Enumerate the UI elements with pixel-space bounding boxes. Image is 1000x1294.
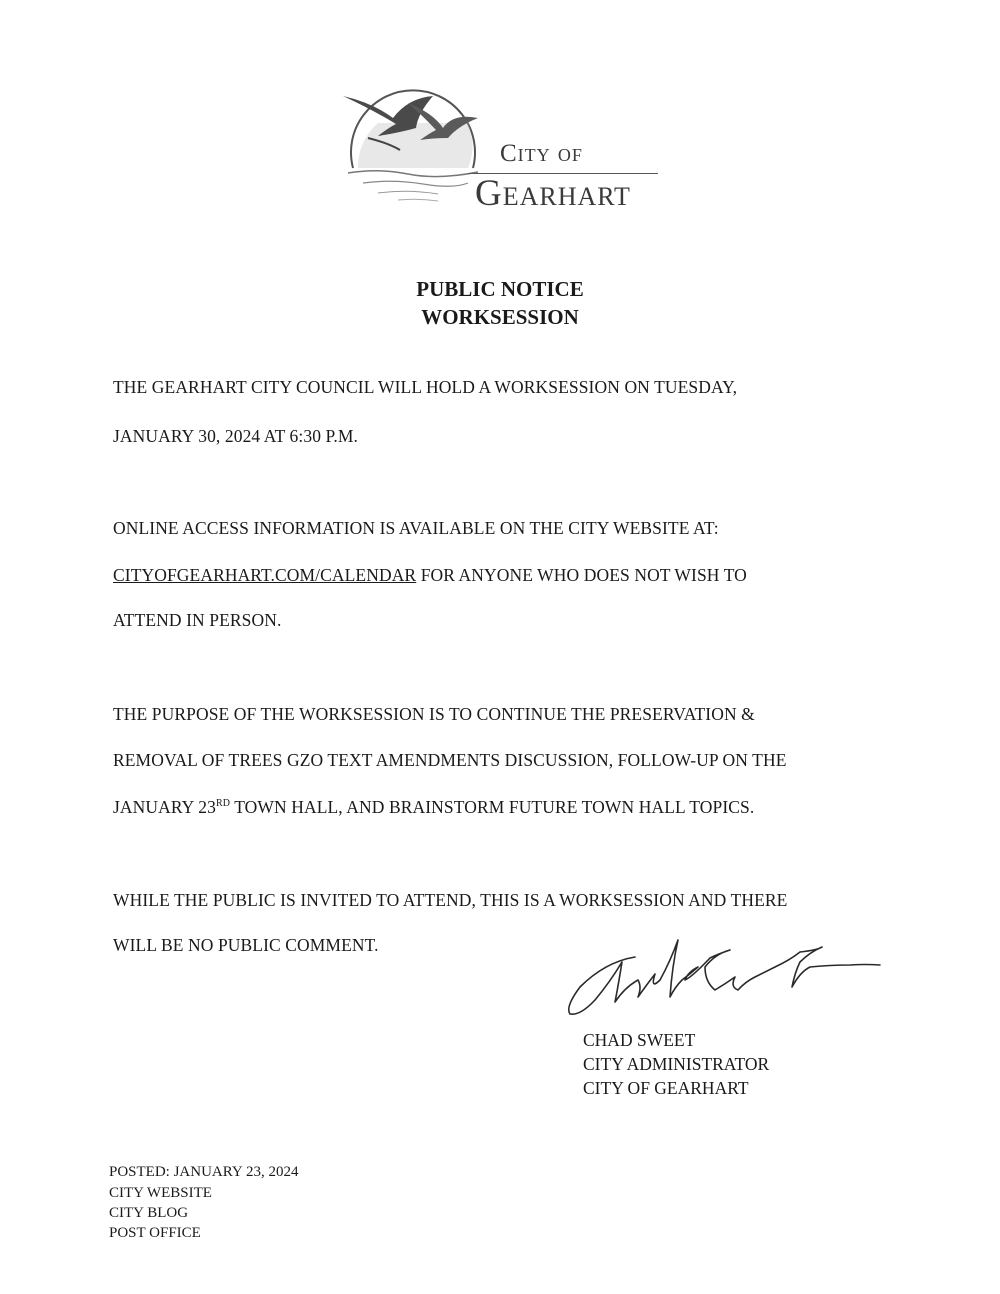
posted-location-website: CITY WEBSITE bbox=[109, 1185, 212, 1201]
paragraph1-line1: THE GEARHART CITY COUNCIL WILL HOLD A WORKSESSION ON TUESDAY, bbox=[113, 377, 738, 397]
paragraph4-line1: WHILE THE PUBLIC IS INVITED TO ATTEND, THIS IS A WORKSESSION AND THERE bbox=[113, 890, 788, 910]
paragraph2-line2-rest: FOR ANYONE WHO DOES NOT WISH TO bbox=[416, 565, 747, 585]
posted-location-blog: CITY BLOG bbox=[109, 1205, 189, 1221]
paragraph2-line3: ATTEND IN PERSON. bbox=[113, 610, 282, 630]
logo-city-of-text: City of bbox=[500, 140, 583, 167]
notice-title: PUBLIC NOTICE bbox=[416, 277, 584, 301]
calendar-link[interactable]: CITYOFGEARHART.COM/CALENDAR bbox=[113, 565, 417, 585]
logo-gearhart-text: Gearhart bbox=[475, 173, 631, 214]
paragraph2-line1: ONLINE ACCESS INFORMATION IS AVAILABLE ON THE CITY WEBSITE AT: bbox=[113, 518, 719, 538]
paragraph3-line3-b: TOWN HALL, AND BRAINSTORM FUTURE TOWN HALL TOPICS. bbox=[230, 797, 755, 817]
signatory-name: CHAD SWEET bbox=[583, 1030, 696, 1050]
posted-location-post-office: POST OFFICE bbox=[109, 1225, 201, 1241]
signatory-org: CITY OF GEARHART bbox=[583, 1078, 749, 1098]
paragraph4-line2: WILL BE NO PUBLIC COMMENT. bbox=[113, 935, 379, 955]
paragraph2-line2 bbox=[113, 565, 747, 586]
paragraph3-line3-a: JANUARY 23 bbox=[113, 797, 216, 817]
posted-date: POSTED: JANUARY 23, 2024 bbox=[109, 1164, 299, 1180]
paragraph3-line2: REMOVAL OF TREES GZO TEXT AMENDMENTS DISCUSSION, FOLLOW-UP ON THE bbox=[113, 750, 787, 770]
signature-icon bbox=[560, 932, 890, 1027]
paragraph3-line1: THE PURPOSE OF THE WORKSESSION IS TO CONTINUE THE PRESERVATION & bbox=[113, 704, 755, 724]
paragraph1-line2: JANUARY 30, 2024 AT 6:30 P.M. bbox=[113, 426, 359, 446]
signatory-title: CITY ADMINISTRATOR bbox=[583, 1054, 770, 1074]
paragraph3-line3 bbox=[113, 797, 754, 818]
notice-subtitle: WORKSESSION bbox=[421, 305, 579, 329]
ordinal-suffix: RD bbox=[215, 798, 231, 809]
